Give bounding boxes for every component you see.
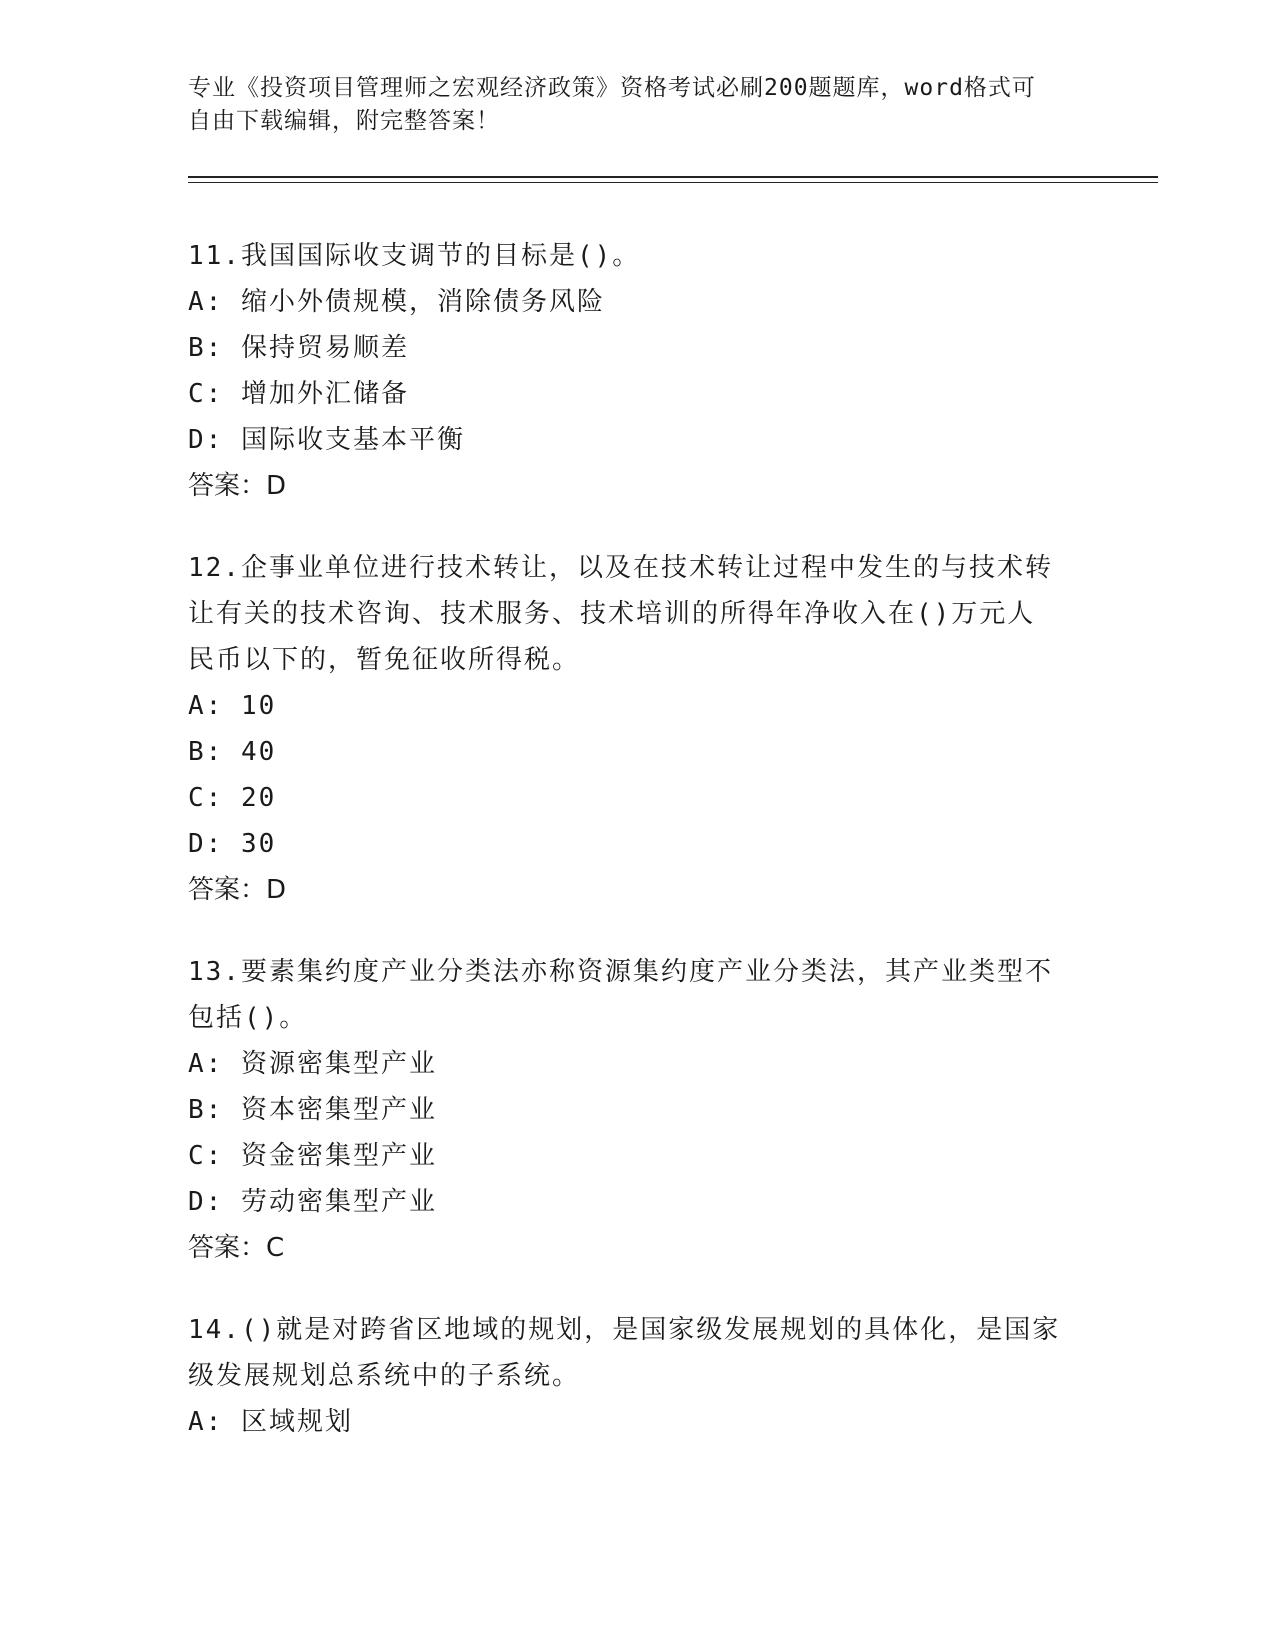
question-list [188,233,1088,1481]
document-header [188,72,1068,138]
question-stem-line-2: 包括()。 [188,1003,308,1033]
question-stem-line-2: 级发展规划总系统中的子系统。 [188,1361,581,1391]
option-c: C: 20 [188,783,277,813]
question-14 [188,1307,1088,1445]
answer-label: 答案：D [188,471,287,501]
option-c: C: 资金密集型产业 [188,1141,437,1171]
question-12 [188,545,1088,913]
option-b: B: 40 [188,737,277,767]
option-a: A: 10 [188,691,277,721]
option-d: D: 30 [188,829,277,859]
question-stem-line-1: 14.()就是对跨省区地域的规划，是国家级发展规划的具体化，是国家 [188,1315,1061,1345]
question-stem-line-1: 12.企事业单位进行技术转让，以及在技术转让过程中发生的与技术转 [188,553,1053,583]
option-d: D: 劳动密集型产业 [188,1187,437,1217]
header-divider-thick [188,176,1158,178]
option-d: D: 国际收支基本平衡 [188,425,465,455]
header-divider-thin [188,182,1158,183]
question-stem-line-2: 让有关的技术咨询、技术服务、技术培训的所得年净收入在()万元人 [188,599,1036,629]
question-stem-line-1: 13.要素集约度产业分类法亦称资源集约度产业分类法，其产业类型不 [188,957,1053,987]
answer-label: 答案：C [188,1233,285,1263]
option-b: B: 资本密集型产业 [188,1095,437,1125]
question-11 [188,233,1088,509]
option-b: B: 保持贸易顺差 [188,333,409,363]
question-stem: 11.我国国际收支调节的目标是()。 [188,241,641,271]
question-stem-line-3: 民币以下的，暂免征收所得税。 [188,645,581,675]
option-a: A: 资源密集型产业 [188,1049,437,1079]
header-line-2: 自由下载编辑，附完整答案！ [188,108,500,134]
option-a: A: 区域规划 [188,1407,353,1437]
answer-label: 答案：D [188,875,287,905]
question-13 [188,949,1088,1271]
option-a: A: 缩小外债规模，消除债务风险 [188,287,605,317]
header-line-1: 专业《投资项目管理师之宏观经济政策》资格考试必刷200题题库，word格式可 [188,75,1036,101]
option-c: C: 增加外汇储备 [188,379,409,409]
